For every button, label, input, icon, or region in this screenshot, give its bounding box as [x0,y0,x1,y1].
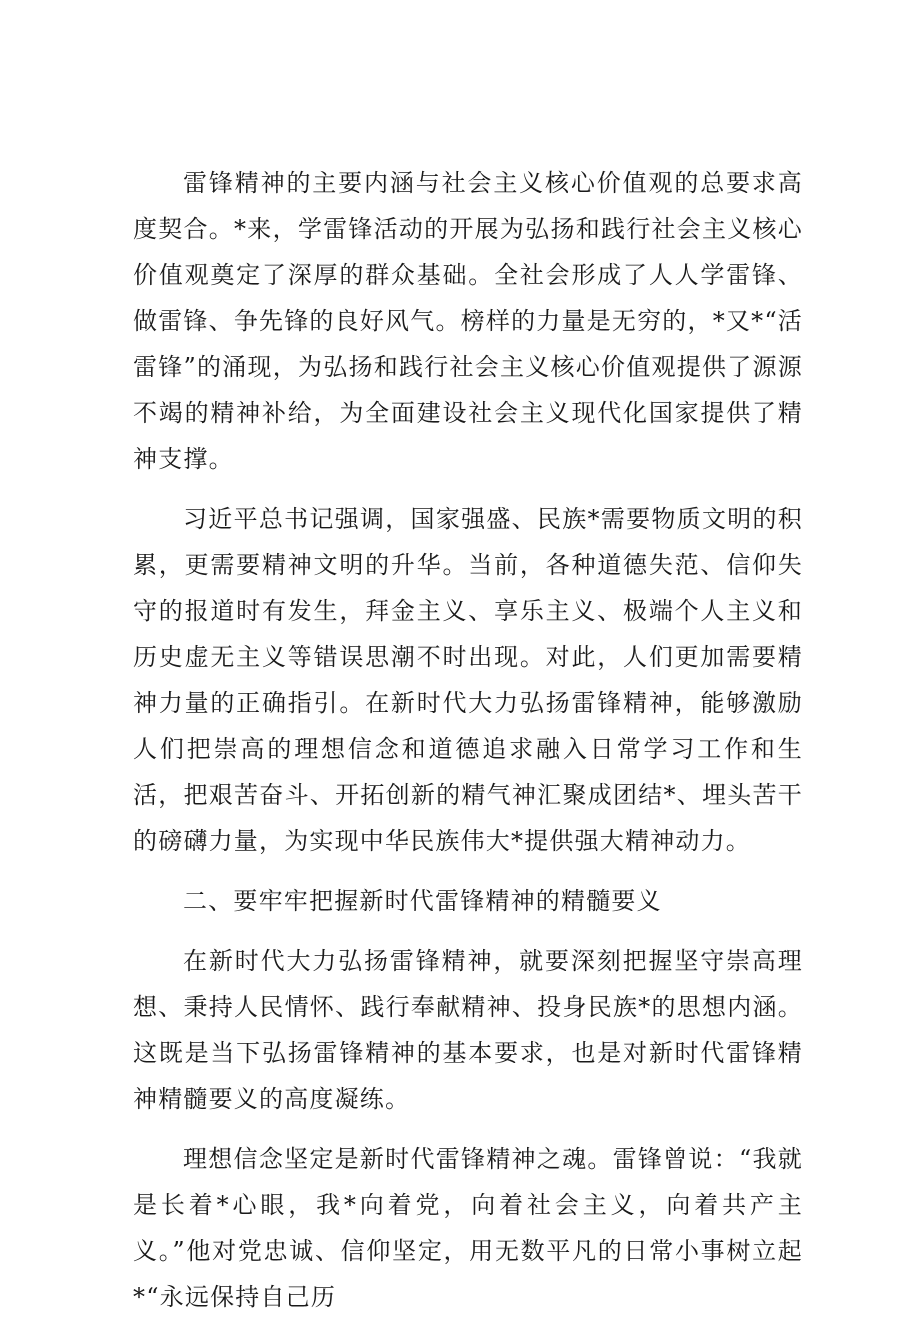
section-heading-2: 二、要牢牢把握新时代雷锋精神的精髓要义 [183,887,662,915]
paragraph-spiritual-civilization: 习近平总书记强调，国家强盛、民族*需要物质文明的积累，更需要精神文明的升华。当前，各种道德失范、信仰失守的报道时有发生，拜金主义、享乐主义、极端个人主义和历史虚无主义等错误思潮不时出现。对此，人们更加需要精神力量的正确指引。在新时代大力弘扬雷锋精神，能够激励人们把崇高的理想信念和道德追求融入日常学习工作和生活，把艰苦奋斗、开拓创新的精气神汇聚成团结*、埋头苦干的磅礴力量，为实现中华民族伟大*提供强大精神动力。 [133,505,803,855]
paragraph-core-values: 雷锋精神的主要内涵与社会主义核心价值观的总要求高度契合。*来，学雷锋活动的开展为弘扬和践行社会主义核心价值观奠定了深厚的群众基础。全社会形成了人人学雷锋、做雷锋、争先锋的良好风气。榜样的力量是无穷的，*又*“活雷锋”的涌现，为弘扬和践行社会主义核心价值观提供了源源不竭的精神补给，为全面建设社会主义现代化国家提供了精神支撑。 [133,169,803,473]
paragraph-essence: 在新时代大力弘扬雷锋精神，就要深刻把握坚守崇高理想、秉持人民情怀、践行奉献精神、投身民族*的思想内涵。这既是当下弘扬雷锋精神的基本要求，也是对新时代雷锋精神精髓要义的高度凝练。 [133,947,803,1113]
paragraph-ideals: 理想信念坚定是新时代雷锋精神之魂。雷锋曾说：“我就是长着*心眼，我*向着党，向着社会主义，向着共产主义。”他对党忠诚、信仰坚定，用无数平凡的日常小事树立起*“永远保持自己历 [133,1145,803,1311]
document-body [133,160,803,1334]
